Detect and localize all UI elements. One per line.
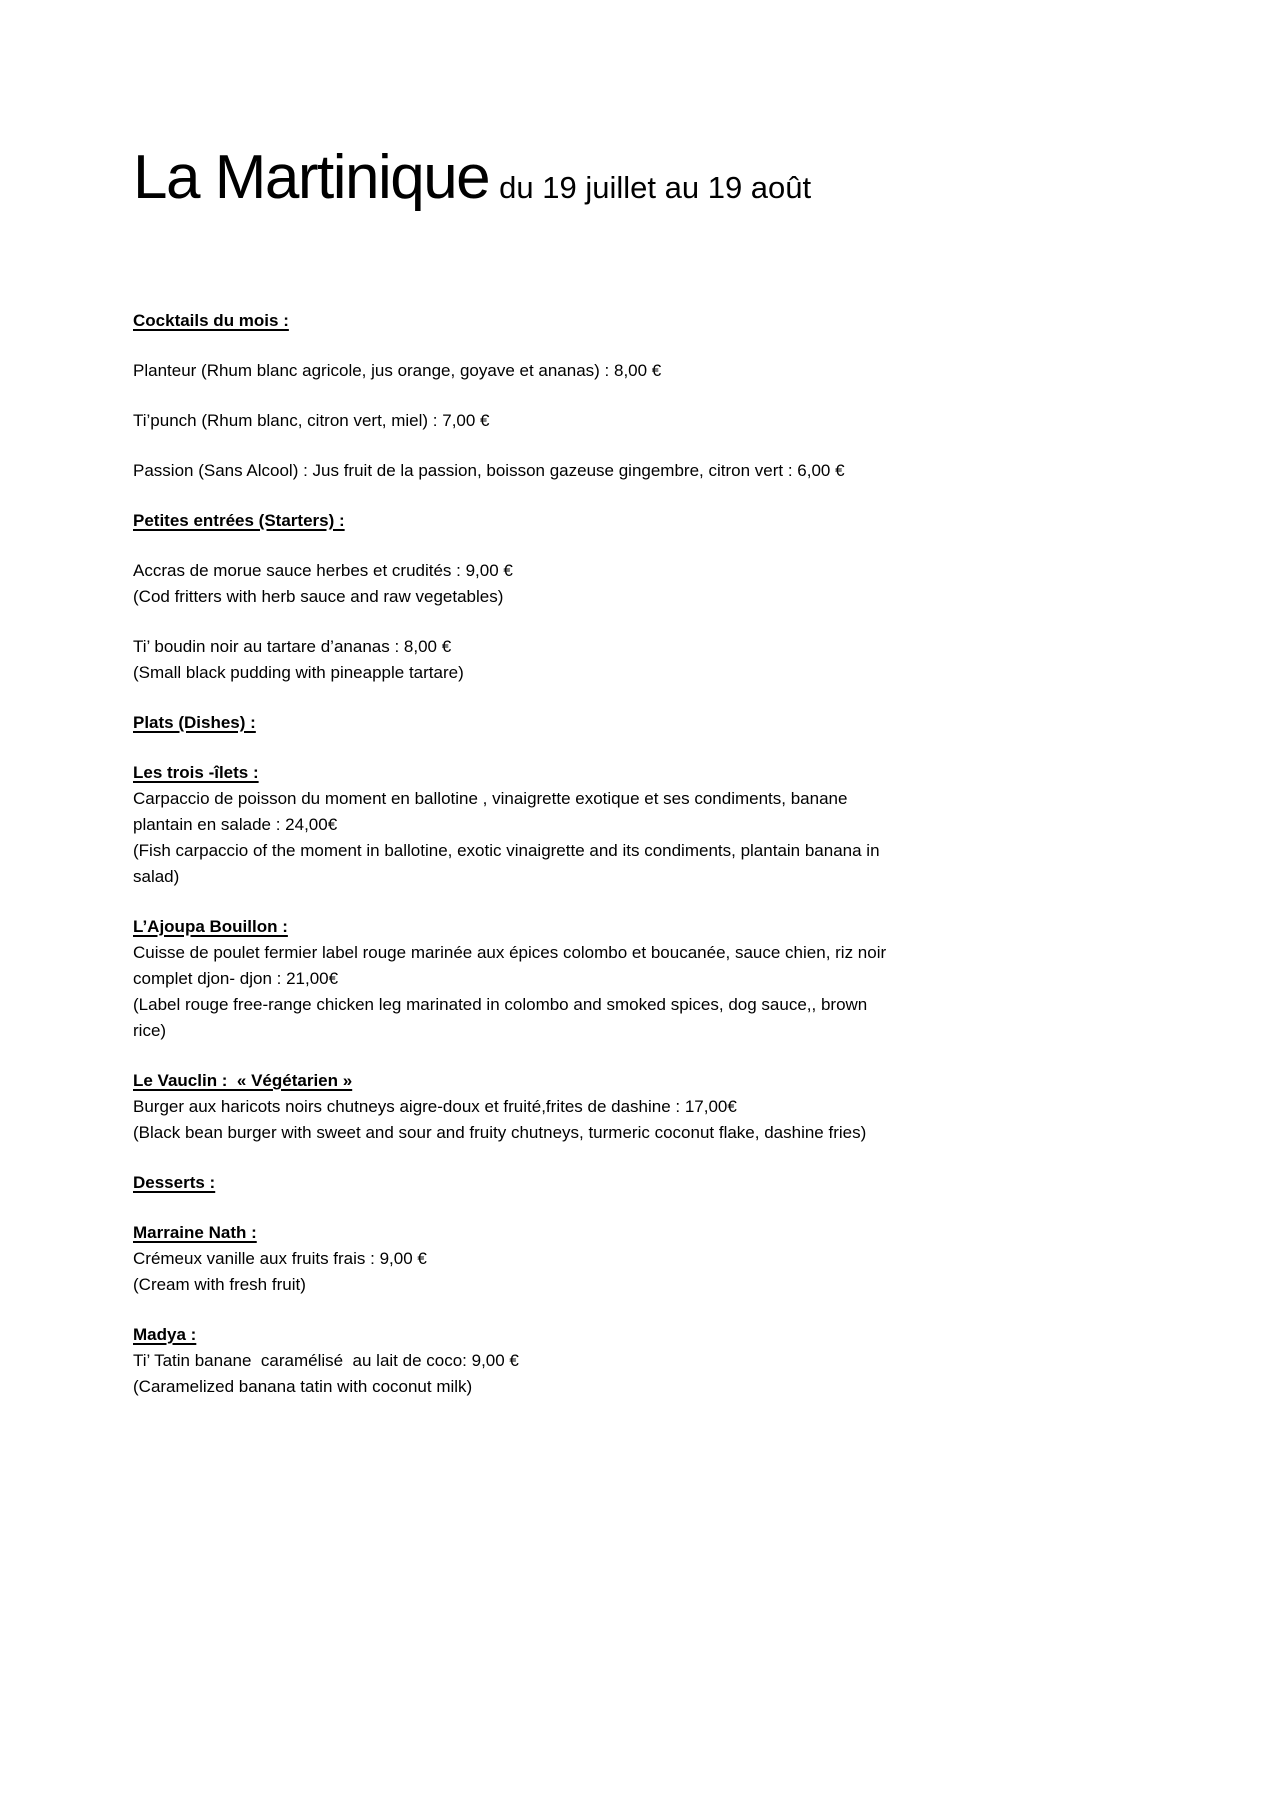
menu-group <box>133 1322 1140 1400</box>
section-cocktails <box>133 308 1140 484</box>
menu-item-translation: (Label rouge free-range chicken leg marinated in colombo and smoked spices, dog sauce,, brown <box>133 995 868 1014</box>
menu-item-text: Burger aux haricots noirs chutneys aigre-doux et fruité,frites de dashine : 17,00€ <box>133 1097 737 1116</box>
menu-group <box>133 1068 1140 1146</box>
section-starters <box>133 508 1140 686</box>
section-dishes <box>133 710 1140 1146</box>
menu-item-translation: (Small black pudding with pineapple tartare) <box>133 663 464 682</box>
menu-item-translation: (Cod fritters with herb sauce and raw vegetables) <box>133 587 504 606</box>
section-heading: Cocktails du mois : <box>133 311 289 330</box>
section-heading: Petites entrées (Starters) : <box>133 511 345 530</box>
menu-item-text: Passion (Sans Alcool) : Jus fruit de la passion, boisson gazeuse gingembre, citron vert : 6,00 € <box>133 461 845 480</box>
menu-item-text: Accras de morue sauce herbes et crudités : 9,00 € <box>133 561 513 580</box>
menu-item-translation: (Black bean burger with sweet and sour and fruity chutneys, turmeric coconut flake, dashine fries) <box>133 1123 867 1142</box>
menu-item-translation: rice) <box>133 1021 167 1040</box>
menu-item-text: plantain en salade : 24,00€ <box>133 815 338 834</box>
menu-item-translation: (Fish carpaccio of the moment in ballotine, exotic vinaigrette and its condiments, plantain banana in <box>133 841 880 860</box>
menu-item-text: Ti’ boudin noir au tartare d’ananas : 8,00 € <box>133 637 452 656</box>
dish-name: Marraine Nath : <box>133 1223 257 1242</box>
section-heading: Plats (Dishes) : <box>133 713 256 732</box>
menu-group <box>133 760 1140 890</box>
dish-name: Madya : <box>133 1325 197 1344</box>
menu-item-translation: salad) <box>133 867 180 886</box>
menu-item-text: Ti’ Tatin banane caramélisé au lait de coco: 9,00 € <box>133 1351 519 1370</box>
menu-group <box>133 458 1140 484</box>
menu-group <box>133 408 1140 434</box>
dish-name: Les trois -îlets : <box>133 763 259 782</box>
menu-group <box>133 1220 1140 1298</box>
menu-item-text: complet djon- djon : 21,00€ <box>133 969 339 988</box>
menu-item-text: Crémeux vanille aux fruits frais : 9,00 € <box>133 1249 427 1268</box>
section-desserts <box>133 1170 1140 1400</box>
menu-item-text: Planteur (Rhum blanc agricole, jus orange, goyave et ananas) : 8,00 € <box>133 361 662 380</box>
menu-item-text: Carpaccio de poisson du moment en ballotine , vinaigrette exotique et ses condiments, banane <box>133 789 848 808</box>
menu-group <box>133 558 1140 610</box>
menu-item-translation: (Caramelized banana tatin with coconut milk) <box>133 1377 473 1396</box>
date-range: du 19 juillet au 19 août <box>499 170 812 205</box>
menu-item-translation: (Cream with fresh fruit) <box>133 1275 306 1294</box>
section-heading: Desserts : <box>133 1173 216 1192</box>
restaurant-theme-title: La Martinique <box>133 143 490 212</box>
dish-name: L’Ajoupa Bouillon : <box>133 917 288 936</box>
menu-item-text: Cuisse de poulet fermier label rouge marinée aux épices colombo et boucanée, sauce chien, riz noir <box>133 943 887 962</box>
menu-group <box>133 914 1140 1044</box>
page-title <box>133 140 1140 225</box>
dish-name: Le Vauclin : « Végétarien » <box>133 1071 353 1090</box>
menu-group <box>133 358 1140 384</box>
menu-item-text: Ti’punch (Rhum blanc, citron vert, miel) : 7,00 € <box>133 411 490 430</box>
menu-group <box>133 634 1140 686</box>
